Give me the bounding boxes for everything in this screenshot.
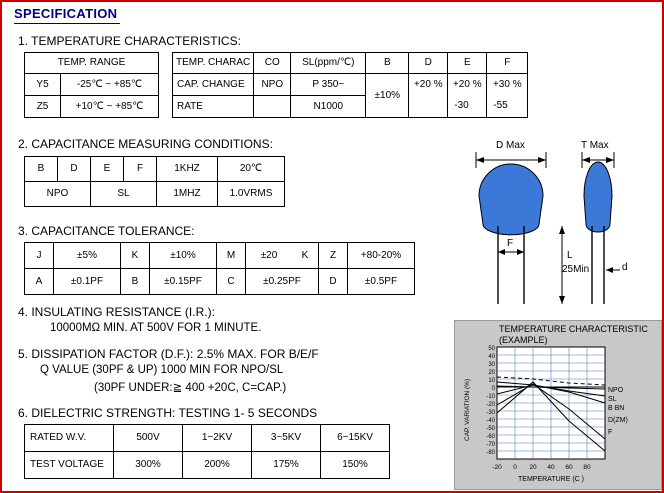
capacitance-measuring-table xyxy=(24,156,285,207)
svg-text:40: 40 xyxy=(488,354,495,360)
svg-text:B BN: B BN xyxy=(608,405,625,412)
temp-range-header: TEMP. RANGE xyxy=(25,53,159,74)
dielectric-strength-table xyxy=(24,424,390,479)
table-row: RATE N1000 -30 -55 xyxy=(173,96,528,118)
svg-text:TEMPERATURE (C ): TEMPERATURE (C ) xyxy=(518,476,584,483)
svg-text:-50: -50 xyxy=(486,426,495,432)
section-1-heading: 1. TEMPERATURE CHARACTERISTICS: xyxy=(18,34,241,48)
section-2-heading: 2. CAPACITANCE MEASURING CONDITIONS: xyxy=(18,137,273,151)
label-f: F xyxy=(507,238,514,249)
svg-text:50: 50 xyxy=(488,346,495,352)
svg-text:40: 40 xyxy=(547,464,555,471)
section-6-heading: 6. DIELECTRIC STRENGTH: TESTING 1- 5 SECONDS xyxy=(18,406,318,420)
svg-text:-20: -20 xyxy=(492,464,502,471)
svg-text:SL: SL xyxy=(608,396,617,403)
svg-text:CAP. VARIATION (%): CAP. VARIATION (%) xyxy=(464,378,471,441)
svg-text:0: 0 xyxy=(513,464,517,471)
svg-text:-80: -80 xyxy=(486,450,495,456)
svg-text:20: 20 xyxy=(488,370,495,376)
svg-text:-40: -40 xyxy=(486,418,495,424)
section-5-line-2: (30PF UNDER:≧ 400 +20C, C=CAP.) xyxy=(94,382,287,394)
chart-subtitle: (EXAMPLE) xyxy=(499,335,548,345)
capacitance-tolerance-table xyxy=(24,242,415,295)
svg-text:10: 10 xyxy=(488,378,495,384)
section-5-line-1: Q VALUE (30PF & UP) 1000 MIN FOR NPO/SL xyxy=(40,364,284,376)
table-row: RATED W.V. 500V 1~2KV 3~5KV 6~15KV xyxy=(25,425,390,452)
label-t-max: T Max xyxy=(581,140,609,151)
chart-title: TEMPERATURE CHARACTERISTIC xyxy=(499,324,648,334)
table-row: NPO SL 1MHZ 1.0VRMS xyxy=(25,182,285,207)
svg-text:-10: -10 xyxy=(486,394,495,400)
table-row: TEST VOLTAGE 300% 200% 175% 150% xyxy=(25,452,390,479)
svg-text:-60: -60 xyxy=(486,434,495,440)
label-d: d xyxy=(622,262,628,273)
page-title: SPECIFICATION xyxy=(14,6,118,21)
section-4-heading: 4. INSULATING RESISTANCE (I.R.): xyxy=(18,305,215,319)
svg-text:60: 60 xyxy=(565,464,573,471)
table-row: Z5 +10℃ ~ +85℃ xyxy=(25,96,159,118)
svg-text:NPO: NPO xyxy=(608,387,624,394)
svg-text:20: 20 xyxy=(529,464,537,471)
temp-characteristic-table xyxy=(172,52,528,118)
temperature-characteristic-chart xyxy=(454,320,662,490)
table-row: TEMP. CHARAC CO SL(ppm/℃) B D E F xyxy=(173,53,528,74)
svg-text:-70: -70 xyxy=(486,442,495,448)
svg-text:D(ZM): D(ZM) xyxy=(608,417,628,424)
label-25min: 25Min xyxy=(562,264,590,275)
section-5-heading: 5. DISSIPATION FACTOR (D.F.): 2.5% MAX. FOR B/E/F xyxy=(18,347,319,361)
svg-text:0: 0 xyxy=(491,386,495,392)
svg-text:F: F xyxy=(608,429,613,436)
table-row: A ±0.1PF B ±0.15PF C ±0.25PF D ±0.5PF xyxy=(25,269,415,295)
svg-text:-30: -30 xyxy=(486,410,495,416)
table-row: CAP. CHANGE NPO P 350~ ±10% +20 % +20 % +30 % xyxy=(173,74,528,96)
svg-text:80: 80 xyxy=(583,464,591,471)
table-row: B D E F 1KHZ 20℃ xyxy=(25,157,285,182)
section-3-heading: 3. CAPACITANCE TOLERANCE: xyxy=(18,224,195,238)
label-d-max: D Max xyxy=(496,140,525,151)
capacitor-drawing xyxy=(454,122,660,312)
section-4-line-1: 10000MΩ MIN. AT 500V FOR 1 MINUTE. xyxy=(50,322,262,334)
table-row: J ±5% K ±10% M ±20 K Z +80-20% xyxy=(25,243,415,269)
chart-svg xyxy=(455,321,661,489)
title-underline xyxy=(14,23,120,24)
capacitor-drawing-svg xyxy=(454,122,660,312)
temp-range-table xyxy=(24,52,159,118)
svg-text:-20: -20 xyxy=(486,402,495,408)
label-l: L xyxy=(567,250,573,261)
svg-text:30: 30 xyxy=(488,362,495,368)
table-row: Y5 -25℃ ~ +85℃ xyxy=(25,74,159,96)
